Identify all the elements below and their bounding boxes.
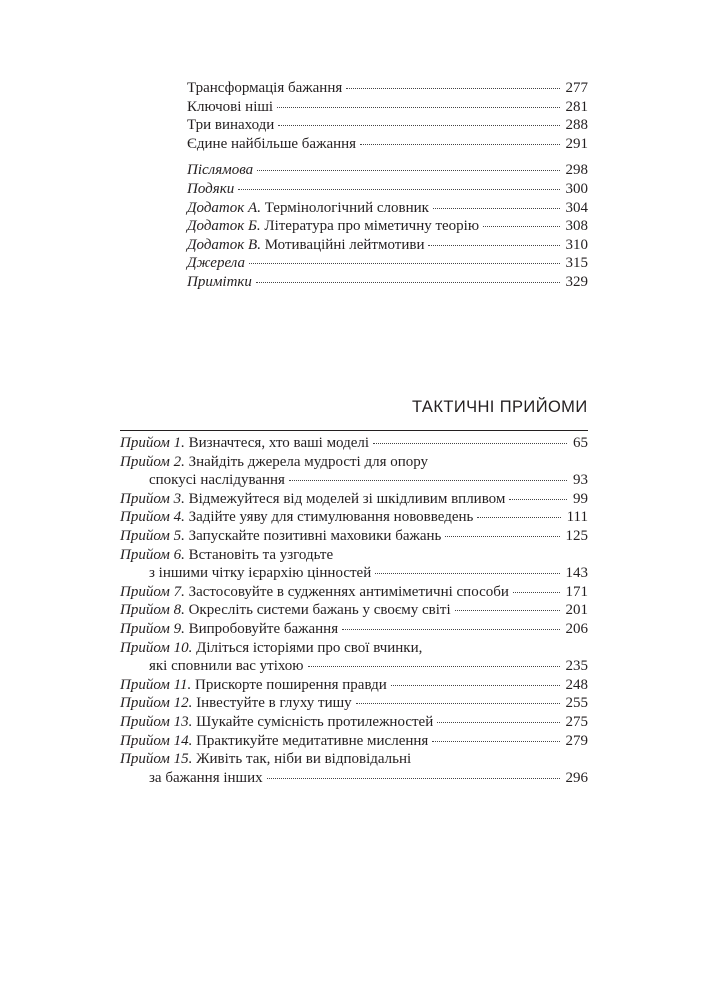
toc-entry[interactable] bbox=[187, 217, 588, 236]
page-number: 125 bbox=[565, 527, 588, 544]
dot-leader bbox=[391, 685, 560, 686]
page-number: 281 bbox=[565, 98, 588, 115]
tactic-title-continued: за бажання інших bbox=[149, 769, 263, 786]
toc-entry-prefix: Примітки bbox=[187, 273, 252, 290]
dot-leader bbox=[455, 610, 560, 611]
heading-rule bbox=[120, 430, 588, 431]
toc-entry[interactable] bbox=[187, 254, 588, 273]
tactic-entry[interactable] bbox=[120, 490, 588, 509]
tactic-title: Відмежуйтеся від моделей зі шкідливим впливом bbox=[184, 490, 506, 507]
dot-leader bbox=[437, 722, 559, 723]
tactic-prefix: Прийом 11. bbox=[120, 676, 192, 693]
tactics-list bbox=[120, 434, 588, 787]
page-number: 99 bbox=[573, 490, 588, 507]
tactic-prefix: Прийом 14. bbox=[120, 732, 193, 749]
page-number: 93 bbox=[573, 472, 588, 489]
toc-entry-title: Термінологічний словник bbox=[260, 199, 429, 216]
contents-list bbox=[187, 79, 588, 292]
toc-entry-title: Мотиваційні лейтмотиви bbox=[260, 236, 425, 253]
page-number: 275 bbox=[565, 713, 588, 730]
toc-entry-title: Єдине найбільше бажання bbox=[187, 135, 357, 152]
tactic-title-continued: які сповнили вас утіхою bbox=[149, 658, 304, 675]
tactic-prefix: Прийом 4. bbox=[120, 509, 185, 526]
toc-entry-title: Трансформація бажання bbox=[187, 80, 343, 96]
tactic-entry[interactable] bbox=[120, 546, 588, 583]
page-number: 304 bbox=[565, 199, 588, 216]
tactic-prefix: Прийом 6. bbox=[120, 546, 185, 563]
tactic-prefix: Прийом 2. bbox=[120, 453, 185, 470]
tactic-title: Застосовуйте в судженнях антиміметичні способи bbox=[184, 583, 509, 600]
dot-leader bbox=[238, 189, 559, 190]
dot-leader bbox=[289, 480, 567, 481]
dot-leader bbox=[432, 741, 559, 742]
tactic-prefix: Прийом 13. bbox=[120, 713, 193, 730]
section-gap bbox=[187, 153, 588, 161]
dot-leader bbox=[445, 536, 559, 537]
toc-entry[interactable] bbox=[187, 199, 588, 218]
tactic-entry[interactable] bbox=[120, 508, 588, 527]
page-number: 171 bbox=[565, 583, 588, 600]
page-number: 201 bbox=[565, 602, 588, 619]
page-number: 288 bbox=[565, 117, 588, 134]
tactic-entry[interactable] bbox=[120, 434, 588, 453]
toc-entry-prefix: Післямова bbox=[187, 162, 254, 179]
dot-leader bbox=[356, 703, 560, 704]
dot-leader bbox=[513, 592, 560, 593]
dot-leader bbox=[428, 245, 559, 246]
dot-leader bbox=[257, 170, 559, 171]
dot-leader bbox=[249, 263, 560, 264]
dot-leader bbox=[342, 629, 559, 630]
page-number: 143 bbox=[565, 565, 588, 582]
toc-entry-title: Література про міметичну теорію bbox=[260, 218, 480, 235]
page-number: 277 bbox=[565, 80, 588, 96]
dot-leader bbox=[308, 666, 560, 667]
dot-leader bbox=[360, 144, 559, 145]
tactic-entry[interactable] bbox=[120, 639, 588, 676]
page-number: 300 bbox=[565, 180, 588, 197]
tactic-prefix: Прийом 5. bbox=[120, 527, 185, 544]
dot-leader bbox=[373, 443, 567, 444]
toc-entry-prefix: Додаток А. bbox=[187, 199, 261, 216]
section-heading: ТАКТИЧНІ ПРИЙОМИ bbox=[412, 398, 588, 416]
toc-entry[interactable] bbox=[187, 135, 588, 154]
dot-leader bbox=[256, 282, 560, 283]
tactic-prefix: Прийом 1. bbox=[120, 435, 185, 451]
tactic-title: Задійте уяву для стимулювання нововведень bbox=[184, 509, 474, 526]
page-number: 279 bbox=[565, 732, 588, 749]
tactic-title: Випробовуйте бажання bbox=[184, 620, 339, 637]
page-number: 315 bbox=[565, 255, 588, 272]
page-number: 235 bbox=[565, 658, 588, 675]
dot-leader bbox=[483, 226, 559, 227]
toc-entry-prefix: Додаток В. bbox=[187, 236, 261, 253]
tactic-entry[interactable] bbox=[120, 732, 588, 751]
toc-entry[interactable] bbox=[187, 161, 588, 180]
tactic-entry[interactable] bbox=[120, 527, 588, 546]
page-number: 329 bbox=[565, 273, 588, 290]
toc-entry[interactable] bbox=[187, 273, 588, 292]
dot-leader bbox=[346, 88, 559, 89]
tactic-prefix: Прийом 8. bbox=[120, 602, 185, 619]
toc-entry-title: Три винаходи bbox=[187, 117, 275, 134]
tactic-prefix: Прийом 7. bbox=[120, 583, 185, 600]
tactic-title: Встановіть та узгодьте bbox=[184, 546, 334, 563]
tactic-title: Шукайте сумісність протилежностей bbox=[192, 713, 434, 730]
dot-leader bbox=[433, 208, 560, 209]
tactic-entry[interactable] bbox=[120, 750, 588, 787]
dot-leader bbox=[509, 499, 567, 500]
toc-entry[interactable] bbox=[187, 79, 588, 98]
tactic-entry[interactable] bbox=[120, 676, 588, 695]
tactic-title: Окресліть системи бажань у своєму світі bbox=[184, 602, 451, 619]
dot-leader bbox=[278, 125, 559, 126]
toc-entry[interactable] bbox=[187, 180, 588, 199]
tactic-title: Живіть так, ніби ви відповідальні bbox=[192, 751, 412, 768]
page-number: 111 bbox=[566, 509, 588, 526]
page-number: 296 bbox=[565, 769, 588, 786]
toc-entry-prefix: Подяки bbox=[187, 180, 235, 197]
tactic-entry[interactable] bbox=[120, 453, 588, 490]
tactic-prefix: Прийом 3. bbox=[120, 490, 185, 507]
tactic-prefix: Прийом 15. bbox=[120, 751, 193, 768]
tactic-title: Запускайте позитивні маховики бажань bbox=[184, 527, 442, 544]
tactic-title: Визначтеся, хто ваші моделі bbox=[184, 435, 370, 451]
tactic-title: Прискорте поширення правди bbox=[191, 676, 387, 693]
toc-entry[interactable] bbox=[187, 116, 588, 135]
tactic-prefix: Прийом 9. bbox=[120, 620, 185, 637]
tactic-entry[interactable] bbox=[120, 694, 588, 713]
dot-leader bbox=[375, 573, 559, 574]
tactic-title: Знайдіть джерела мудрості для опору bbox=[184, 453, 429, 470]
page-number: 310 bbox=[565, 236, 588, 253]
toc-entry-prefix: Додаток Б. bbox=[187, 218, 261, 235]
tactic-title-continued: з іншими чітку ієрархію цінностей bbox=[149, 565, 372, 582]
tactic-title: Діліться історіями про свої вчинки, bbox=[192, 639, 423, 656]
toc-entry-title: Ключові ніші bbox=[187, 98, 274, 115]
dot-leader bbox=[477, 517, 560, 518]
tactic-entry[interactable] bbox=[120, 601, 588, 620]
page-number: 65 bbox=[573, 435, 588, 451]
tactic-entry[interactable] bbox=[120, 620, 588, 639]
tactic-prefix: Прийом 12. bbox=[120, 695, 193, 712]
page-number: 298 bbox=[565, 162, 588, 179]
tactic-title: Практикуйте медитативне мислення bbox=[192, 732, 429, 749]
dot-leader bbox=[277, 107, 559, 108]
tactic-title-continued: спокусі наслідування bbox=[149, 472, 285, 489]
tactic-title: Інвестуйте в глуху тишу bbox=[192, 695, 352, 712]
page-number: 308 bbox=[565, 218, 588, 235]
page-number: 291 bbox=[565, 135, 588, 152]
page-number: 206 bbox=[565, 620, 588, 637]
dot-leader bbox=[267, 778, 560, 779]
toc-entry[interactable] bbox=[187, 98, 588, 117]
toc-entry[interactable] bbox=[187, 236, 588, 255]
tactic-entry[interactable] bbox=[120, 583, 588, 602]
page-number: 248 bbox=[565, 676, 588, 693]
toc-entry-prefix: Джерела bbox=[187, 255, 245, 272]
page-number: 255 bbox=[565, 695, 588, 712]
tactic-prefix: Прийом 10. bbox=[120, 639, 193, 656]
tactic-entry[interactable] bbox=[120, 713, 588, 732]
